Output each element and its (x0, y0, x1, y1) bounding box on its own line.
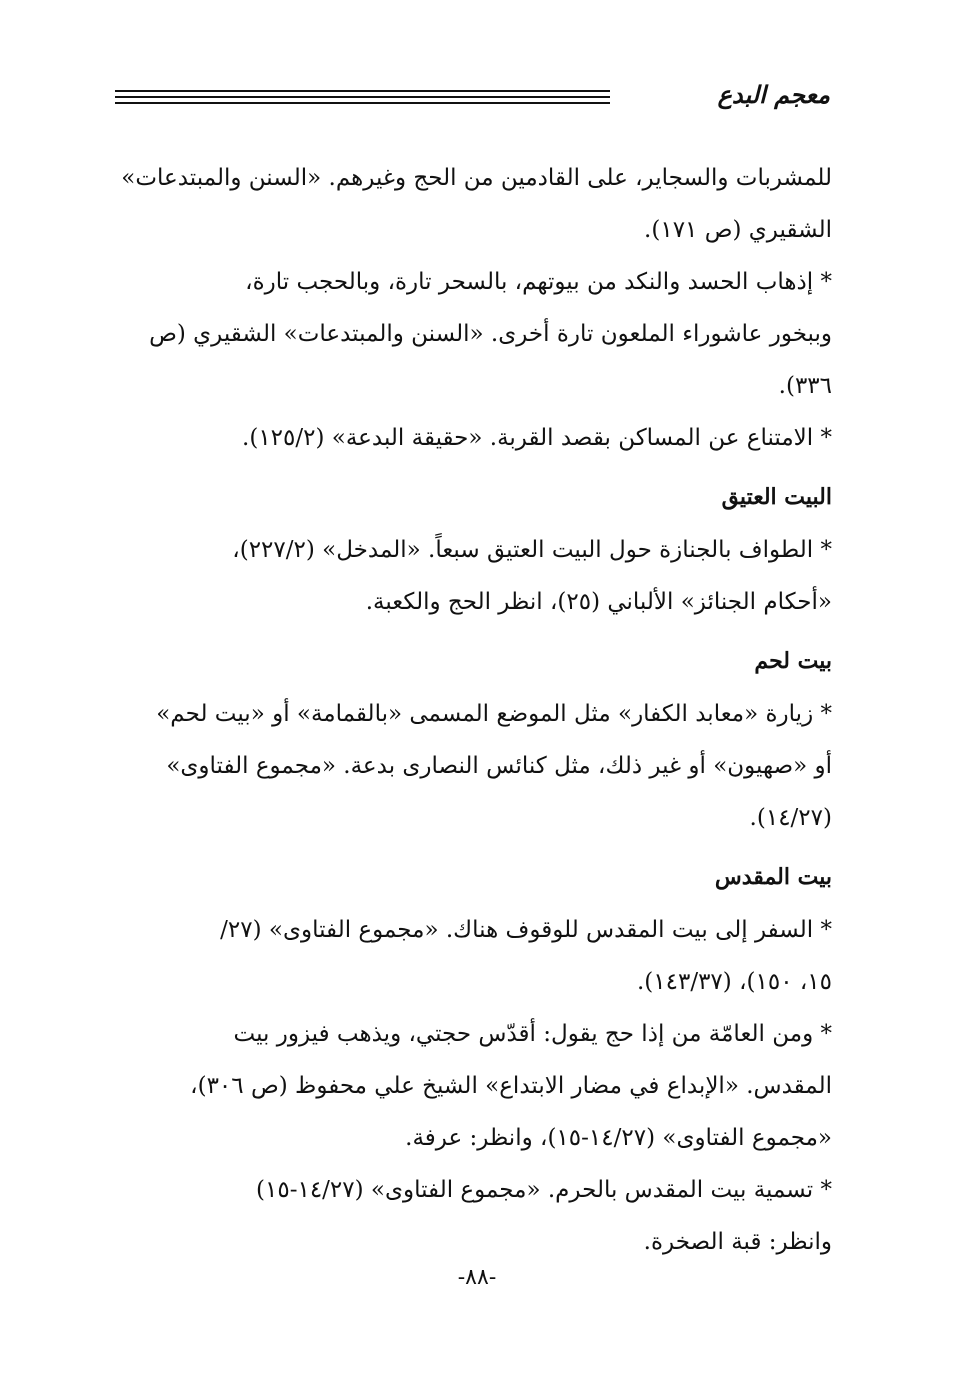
paragraph (112, 256, 832, 412)
paragraph (112, 904, 832, 1008)
text-line: (١٤/٢٧). (749, 805, 832, 831)
paragraph (112, 688, 832, 844)
text-line: * ومن العامّة من إذا حج يقول: أقدّس حجتي، ويذهب فيزور بيت (233, 1021, 832, 1047)
text-line: «مجموع الفتاوى» (١٤/٢٧-١٥)، وانظر: عرفة. (405, 1125, 832, 1151)
paragraph (112, 1008, 832, 1164)
text-line: الشقيري (ص ١٧١). (644, 217, 832, 243)
section-heading: بيت لحم (754, 648, 832, 674)
text-line: * السفر إلى بيت المقدس للوقوف هناك. «مجموع الفتاوى» (٢٧/ (220, 917, 832, 943)
text-line: * زيارة «معابد الكفار» مثل الموضع المسمى «بالقمامة» أو «بيت لحم» (156, 701, 832, 727)
paragraph (112, 524, 832, 628)
header-rule (115, 96, 610, 98)
header-rule (115, 102, 610, 104)
paragraph (112, 152, 832, 256)
paragraph (112, 412, 832, 464)
section-heading: البيت العتيق (721, 484, 832, 510)
page-body (112, 152, 832, 1268)
section-heading: بيت المقدس (714, 864, 832, 890)
text-line: ١٥، ١٥٠)، (١٤٣/٣٧). (636, 969, 832, 995)
text-line: * الامتناع عن المساكن بقصد القربة. «حقيقة البدعة» (١٢٥/٢). (242, 425, 832, 451)
text-line: وانظر: قبة الصخرة. (643, 1229, 832, 1255)
header-rule (115, 90, 610, 92)
text-line: * إذهاب الحسد والنكد من بيوتهم، بالسحر تارة، وبالحجب تارة، (245, 269, 832, 295)
text-line: ٣٣٦). (778, 373, 832, 399)
text-line: المقدس. «الإبداع في مضار الابتداع» الشيخ علي محفوظ (ص ٣٠٦)، (190, 1073, 832, 1099)
text-line: «أحكام الجنائز» الألباني (٢٥)، انظر الحج والكعبة. (365, 589, 832, 615)
running-title: معجم البدع (717, 80, 830, 109)
text-line: * تسمية بيت المقدس بالحرم. «مجموع الفتاوى» (١٤/٢٧-١٥) (255, 1177, 832, 1203)
paragraph (112, 1164, 832, 1268)
text-line: للمشربات والسجاير، على القادمين من الحج وغيرهم. «السنن والمبتدعات» (121, 165, 832, 191)
page-header (115, 80, 830, 114)
page-number: -٨٨- (457, 1265, 497, 1290)
text-line: أو «صهيون» أو غير ذلك، مثل كنائس النصارى بدعة. «مجموع الفتاوى» (166, 753, 832, 779)
text-line: * الطواف بالجنازة حول البيت العتيق سبعاً. «المدخل» (٢٢٧/٢)، (232, 537, 832, 563)
text-line: وببخور عاشوراء الملعون تارة أخرى. «السنن والمبتدعات» الشقيري (ص (149, 321, 832, 347)
